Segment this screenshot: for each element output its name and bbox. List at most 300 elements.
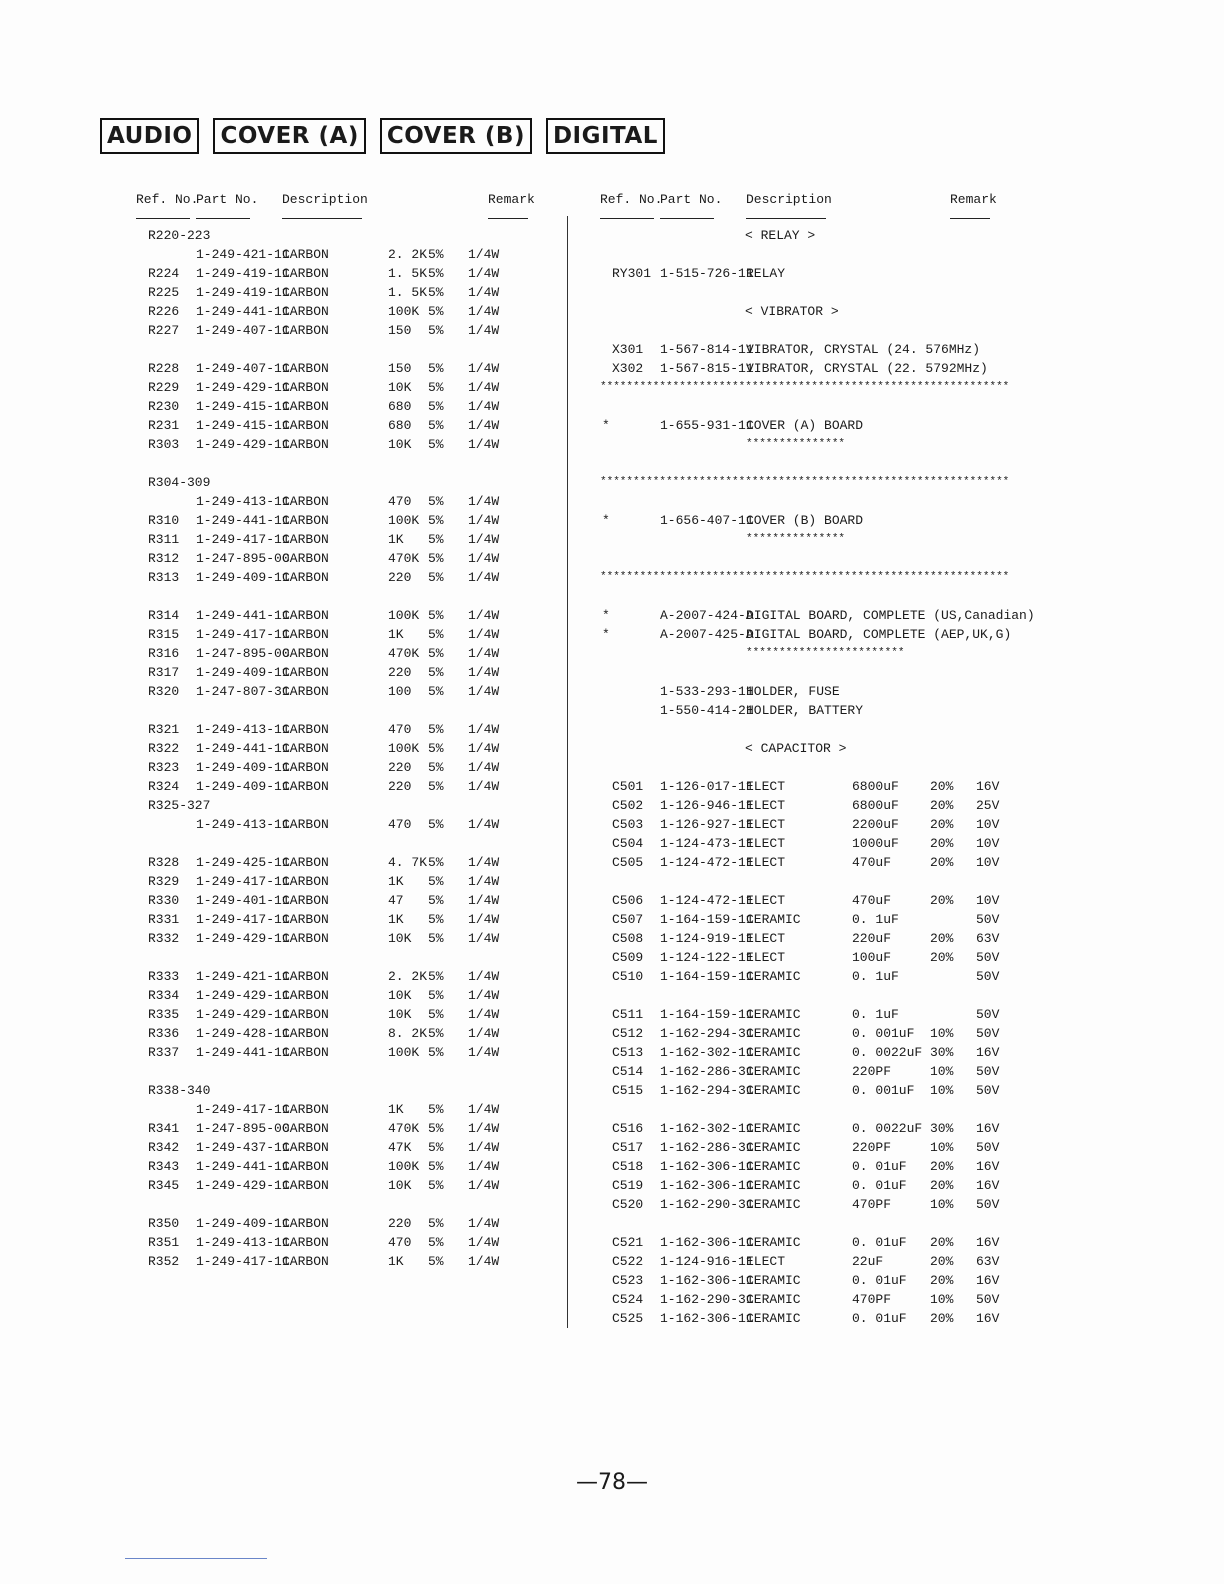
ref-no: C516 [612, 1121, 644, 1136]
description: CERAMIC [746, 1121, 801, 1136]
tolerance: 10% [930, 1292, 954, 1307]
power-rating: 1/4W [468, 627, 500, 642]
ref-no: R352 [148, 1254, 180, 1269]
table-row [600, 1290, 1010, 1309]
ref-no: R329 [148, 874, 180, 889]
table-row [136, 777, 536, 796]
table-row [600, 1309, 1010, 1328]
ref-no-header: Ref. No. [136, 192, 199, 207]
description: CARBON [282, 741, 329, 756]
ref-no: R304-309 [148, 475, 211, 490]
part-no: 1-249-441-11 [196, 304, 290, 319]
value: 6800uF [852, 798, 899, 813]
description: CARBON [282, 1178, 329, 1193]
voltage-rating: 16V [976, 1159, 1000, 1174]
voltage-rating: 50V [976, 1064, 1000, 1079]
description: CARBON [282, 608, 329, 623]
description: CARBON [282, 323, 329, 338]
ref-no: R335 [148, 1007, 180, 1022]
tolerance: 20% [930, 931, 954, 946]
tolerance: 5% [428, 1178, 444, 1193]
description: HOLDER, BATTERY [746, 703, 864, 718]
table-row [600, 1119, 1010, 1138]
spacer [600, 1214, 1010, 1233]
value: 10K [388, 1178, 412, 1193]
part-no: 1-249-413-11 [196, 494, 290, 509]
voltage-rating: 50V [976, 969, 1000, 984]
power-rating: 1/4W [468, 570, 500, 585]
value: 0. 01uF [852, 1178, 907, 1193]
voltage-rating: 16V [976, 779, 1000, 794]
tolerance: 5% [428, 247, 444, 262]
tolerance: 5% [428, 912, 444, 927]
table-row [136, 1081, 536, 1100]
spacer [136, 834, 536, 853]
table-row [600, 1043, 1010, 1062]
power-rating: 1/4W [468, 741, 500, 756]
part-no: 1-162-306-11 [660, 1311, 754, 1326]
spacer [600, 872, 1010, 891]
description: CARBON [282, 931, 329, 946]
part-no: 1-249-415-11 [196, 418, 290, 433]
value: 470uF [852, 893, 892, 908]
ref-no: R303 [148, 437, 180, 452]
description: CARBON [282, 646, 329, 661]
part-no: 1-249-415-11 [196, 399, 290, 414]
description: CARBON [282, 247, 329, 262]
table-row [136, 416, 536, 435]
description: RELAY [746, 266, 786, 281]
asterisk-underline: *************** [746, 438, 846, 450]
spacer [600, 549, 1010, 568]
value: 0. 1uF [852, 912, 899, 927]
part-no: 1-162-302-11 [660, 1045, 754, 1060]
spacer [600, 986, 1010, 1005]
tolerance: 5% [428, 665, 444, 680]
tolerance: 5% [428, 855, 444, 870]
table-row [600, 1138, 1010, 1157]
value: 100K [388, 1045, 420, 1060]
ref-no: R328 [148, 855, 180, 870]
table-row [600, 1081, 1010, 1100]
part-no: 1-249-428-11 [196, 1026, 290, 1041]
value: 220PF [852, 1064, 892, 1079]
spacer [136, 701, 536, 720]
tolerance: 20% [930, 1159, 954, 1174]
tolerance: 20% [930, 1311, 954, 1326]
section-heading [600, 226, 1010, 245]
value: 470uF [852, 855, 892, 870]
table-row [136, 796, 536, 815]
tolerance: 5% [428, 361, 444, 376]
table-row [136, 1252, 536, 1271]
asterisk-separator: ************************************************************** [600, 571, 1010, 583]
value: 470 [388, 817, 412, 832]
value: 0. 0022uF [852, 1045, 923, 1060]
part-no: 1-124-919-11 [660, 931, 754, 946]
table-row [136, 226, 536, 245]
value: 0. 1uF [852, 969, 899, 984]
description: ELECT [746, 855, 786, 870]
tolerance: 5% [428, 551, 444, 566]
description: CARBON [282, 893, 329, 908]
section-title: < RELAY > [745, 228, 816, 243]
part-no: 1-249-407-11 [196, 323, 290, 338]
part-no: 1-247-895-00 [196, 646, 290, 661]
table-row [600, 625, 1010, 644]
table-row [600, 606, 1035, 625]
table-row [136, 663, 536, 682]
table-row [136, 815, 536, 834]
tolerance: 5% [428, 1007, 444, 1022]
ref-no: R343 [148, 1159, 180, 1174]
part-no: 1-124-472-11 [660, 893, 754, 908]
tolerance: 5% [428, 532, 444, 547]
description: CARBON [282, 1254, 329, 1269]
value: 0. 0022uF [852, 1121, 923, 1136]
part-no: 1-249-409-11 [196, 1216, 290, 1231]
table-row [136, 1024, 536, 1043]
ref-no: R325-327 [148, 798, 211, 813]
value: 100 [388, 684, 412, 699]
ref-no: C504 [612, 836, 644, 851]
value: 4. 7K [388, 855, 428, 870]
ref-no: R220-223 [148, 228, 211, 243]
tolerance: 20% [930, 817, 954, 832]
part-no: 1-162-306-11 [660, 1178, 754, 1193]
table-row [600, 967, 1010, 986]
part-no: 1-249-417-11 [196, 627, 290, 642]
table-row [136, 625, 536, 644]
value: 10K [388, 437, 412, 452]
part-no: 1-164-159-11 [660, 912, 754, 927]
right-parts-column [600, 192, 1035, 1328]
ref-no: R230 [148, 399, 180, 414]
table-row [136, 378, 536, 397]
ref-no: * [602, 608, 610, 623]
value: 1K [388, 1254, 404, 1269]
header-underline [600, 218, 654, 219]
part-no: 1-247-807-31 [196, 684, 290, 699]
power-rating: 1/4W [468, 513, 500, 528]
tab-cover-a: COVER (A) [213, 118, 365, 154]
value: 1K [388, 1102, 404, 1117]
ref-no: R324 [148, 779, 180, 794]
description: CARBON [282, 912, 329, 927]
description: ELECT [746, 950, 786, 965]
part-no: 1-124-472-11 [660, 855, 754, 870]
ref-no: C502 [612, 798, 644, 813]
power-rating: 1/4W [468, 665, 500, 680]
power-rating: 1/4W [468, 608, 500, 623]
power-rating: 1/4W [468, 437, 500, 452]
tolerance: 5% [428, 893, 444, 908]
value: 0. 01uF [852, 1235, 907, 1250]
description: CERAMIC [746, 969, 801, 984]
ref-no: R350 [148, 1216, 180, 1231]
table-row [600, 1024, 1010, 1043]
value: 10K [388, 1007, 412, 1022]
ref-no: C522 [612, 1254, 644, 1269]
table-row [600, 1271, 1010, 1290]
power-rating: 1/4W [468, 1140, 500, 1155]
table-row [136, 492, 536, 511]
value: 0. 01uF [852, 1273, 907, 1288]
value: 470 [388, 494, 412, 509]
part-no: 1-162-286-31 [660, 1140, 754, 1155]
ref-no: R351 [148, 1235, 180, 1250]
description: CARBON [282, 304, 329, 319]
part-no: 1-655-931-11 [660, 418, 754, 433]
ref-no: C521 [612, 1235, 644, 1250]
value: 220 [388, 760, 412, 775]
value: 10K [388, 988, 412, 1003]
value: 2. 2K [388, 969, 428, 984]
ref-no: R310 [148, 513, 180, 528]
description: CERAMIC [746, 1197, 801, 1212]
ref-no: C520 [612, 1197, 644, 1212]
table-row [600, 682, 1010, 701]
part-no: 1-249-421-11 [196, 969, 290, 984]
description: CARBON [282, 969, 329, 984]
part-no: 1-567-814-11 [660, 342, 754, 357]
voltage-rating: 16V [976, 1235, 1000, 1250]
part-no: 1-249-413-11 [196, 1235, 290, 1250]
ref-no: C508 [612, 931, 644, 946]
asterisk-separator: ************************************************************** [600, 381, 1010, 393]
ref-no: R323 [148, 760, 180, 775]
part-no: 1-162-290-31 [660, 1292, 754, 1307]
part-no: A-2007-424-A [660, 608, 754, 623]
description: ELECT [746, 779, 786, 794]
power-rating: 1/4W [468, 1121, 500, 1136]
value: 470K [388, 551, 420, 566]
ref-no: R334 [148, 988, 180, 1003]
table-row [136, 321, 536, 340]
header-underline [746, 218, 826, 219]
table-row [600, 1195, 1010, 1214]
voltage-rating: 10V [976, 855, 1000, 870]
table-row [136, 682, 536, 701]
part-no: 1-249-417-11 [196, 874, 290, 889]
description: CARBON [282, 1121, 329, 1136]
ref-no: R333 [148, 969, 180, 984]
part-no: 1-249-407-11 [196, 361, 290, 376]
description: CERAMIC [746, 1064, 801, 1079]
power-rating: 1/4W [468, 855, 500, 870]
ref-no: * [602, 513, 610, 528]
value: 10K [388, 380, 412, 395]
ref-no: R320 [148, 684, 180, 699]
part-no: 1-126-017-11 [660, 779, 754, 794]
ref-no: C525 [612, 1311, 644, 1326]
tolerance: 5% [428, 513, 444, 528]
power-rating: 1/4W [468, 494, 500, 509]
tolerance: 5% [428, 1216, 444, 1231]
description: CARBON [282, 380, 329, 395]
value: 1. 5K [388, 285, 428, 300]
power-rating: 1/4W [468, 1102, 500, 1117]
tab-cover-b: COVER (B) [380, 118, 532, 154]
description: CERAMIC [746, 1292, 801, 1307]
spacer [136, 340, 536, 359]
table-row [136, 568, 536, 587]
section-heading [600, 302, 1010, 321]
ref-no: C524 [612, 1292, 644, 1307]
ref-no: C523 [612, 1273, 644, 1288]
description: HOLDER, FUSE [746, 684, 840, 699]
part-no: 1-249-429-11 [196, 1007, 290, 1022]
power-rating: 1/4W [468, 1254, 500, 1269]
table-row [136, 302, 536, 321]
description: CERAMIC [746, 1045, 801, 1060]
power-rating: 1/4W [468, 304, 500, 319]
description: VIBRATOR, CRYSTAL (24. 576MHz) [746, 342, 981, 357]
tolerance: 10% [930, 1026, 954, 1041]
description: CARBON [282, 684, 329, 699]
ref-no: C505 [612, 855, 644, 870]
spacer [600, 397, 1010, 416]
power-rating: 1/4W [468, 532, 500, 547]
part-no: 1-249-409-11 [196, 570, 290, 585]
spacer [600, 492, 1010, 511]
tolerance: 5% [428, 437, 444, 452]
spacer [600, 1100, 1010, 1119]
spacer [136, 1195, 536, 1214]
description: CARBON [282, 627, 329, 642]
description: CERAMIC [746, 1083, 801, 1098]
description: DIGITAL BOARD, COMPLETE (US,Canadian) [746, 608, 1035, 623]
description: CARBON [282, 1140, 329, 1155]
power-rating: 1/4W [468, 684, 500, 699]
tolerance: 5% [428, 1026, 444, 1041]
spacer [136, 1062, 536, 1081]
tolerance: 20% [930, 798, 954, 813]
table-row [136, 435, 536, 454]
ref-no: R330 [148, 893, 180, 908]
value: 100K [388, 1159, 420, 1174]
value: 470 [388, 722, 412, 737]
table-row [600, 796, 1010, 815]
value: 150 [388, 361, 412, 376]
ref-no: C511 [612, 1007, 644, 1022]
tolerance: 5% [428, 323, 444, 338]
description: CARBON [282, 1216, 329, 1231]
spacer [600, 454, 1010, 473]
value: 0. 001uF [852, 1026, 915, 1041]
ref-no: R314 [148, 608, 180, 623]
tolerance: 30% [930, 1045, 954, 1060]
table-row [600, 511, 1010, 530]
part-no: 1-162-302-11 [660, 1121, 754, 1136]
ref-no: R231 [148, 418, 180, 433]
value: 6800uF [852, 779, 899, 794]
power-rating: 1/4W [468, 760, 500, 775]
part-no: 1-249-417-11 [196, 912, 290, 927]
description: ELECT [746, 817, 786, 832]
table-row [136, 1214, 536, 1233]
table-row [136, 967, 536, 986]
table-row [136, 1043, 536, 1062]
power-rating: 1/4W [468, 779, 500, 794]
table-row [136, 758, 536, 777]
ref-no: R224 [148, 266, 180, 281]
part-no: 1-162-306-11 [660, 1273, 754, 1288]
description: CARBON [282, 1007, 329, 1022]
tolerance: 20% [930, 1235, 954, 1250]
voltage-rating: 50V [976, 1140, 1000, 1155]
power-rating: 1/4W [468, 1216, 500, 1231]
separator-row [600, 568, 1010, 587]
part-no: 1-249-429-11 [196, 380, 290, 395]
part-no: 1-249-417-11 [196, 532, 290, 547]
description-header: Description [746, 192, 832, 207]
table-row [600, 1233, 1010, 1252]
description: COVER (A) BOARD [746, 418, 864, 433]
part-no: 1-126-946-11 [660, 798, 754, 813]
ref-no: R322 [148, 741, 180, 756]
tolerance: 5% [428, 608, 444, 623]
table-row [136, 1005, 536, 1024]
asterisk-underline: ************************ [746, 647, 905, 659]
tolerance: 5% [428, 722, 444, 737]
description: CARBON [282, 513, 329, 528]
description: CARBON [282, 722, 329, 737]
ref-no: * [602, 627, 610, 642]
ref-no: R312 [148, 551, 180, 566]
ref-no: R331 [148, 912, 180, 927]
table-row [136, 549, 536, 568]
description: CARBON [282, 760, 329, 775]
description: CARBON [282, 1159, 329, 1174]
description: CARBON [282, 399, 329, 414]
table-row [136, 1100, 536, 1119]
ref-no: X301 [612, 342, 644, 357]
part-no: 1-550-414-21 [660, 703, 754, 718]
power-rating: 1/4W [468, 722, 500, 737]
part-no: 1-249-421-11 [196, 247, 290, 262]
ref-no-header: Ref. No. [600, 192, 663, 207]
spacer [600, 758, 1010, 777]
table-row [136, 245, 536, 264]
table-row [600, 701, 1010, 720]
section-title: < VIBRATOR > [745, 304, 839, 319]
part-no: 1-162-286-31 [660, 1064, 754, 1079]
value: 1K [388, 532, 404, 547]
header-underline [660, 218, 714, 219]
table-row [600, 1157, 1010, 1176]
part-no: 1-124-122-11 [660, 950, 754, 965]
table-row [136, 644, 536, 663]
power-rating: 1/4W [468, 646, 500, 661]
description: CARBON [282, 266, 329, 281]
table-row [600, 910, 1010, 929]
table-row [136, 986, 536, 1005]
ref-no: RY301 [612, 266, 652, 281]
tolerance: 5% [428, 399, 444, 414]
left-column-header [136, 192, 536, 226]
value: 1K [388, 912, 404, 927]
power-rating: 1/4W [468, 1159, 500, 1174]
tolerance: 10% [930, 1083, 954, 1098]
table-row [136, 853, 536, 872]
table-row [600, 1252, 1010, 1271]
table-row [600, 891, 1010, 910]
voltage-rating: 10V [976, 893, 1000, 908]
tab-digital: DIGITAL [546, 118, 665, 154]
value: 470K [388, 646, 420, 661]
tolerance: 20% [930, 950, 954, 965]
